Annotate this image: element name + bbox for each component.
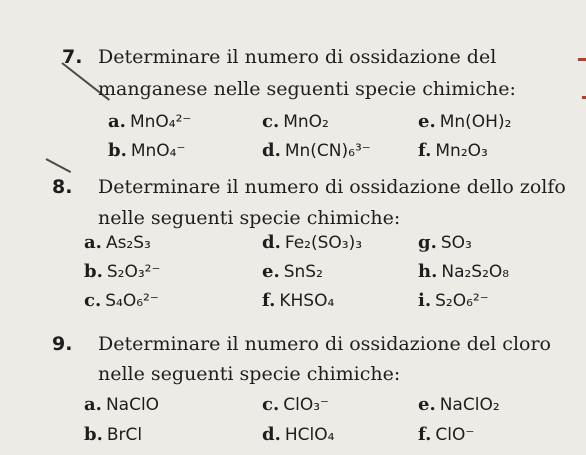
exercise-text: nelle seguenti specie chimiche: <box>98 207 401 229</box>
exercise-number: 7. <box>62 46 83 68</box>
list-item: d. Fe₂(SO₃)₃ <box>262 232 363 253</box>
list-item: b. MnO₄⁻ <box>108 140 186 161</box>
list-item: c. S₄O₆²⁻ <box>84 290 159 311</box>
margin-mark <box>578 58 586 61</box>
exercise-text: Determinare il numero di ossidazione dello zolfo <box>98 176 566 198</box>
exercise-number: 8. <box>52 176 73 198</box>
list-item: f. KHSO₄ <box>262 290 335 311</box>
list-item: a. MnO₄²⁻ <box>108 111 192 132</box>
list-item: d. HClO₄ <box>262 424 335 445</box>
pencil-mark <box>46 158 72 173</box>
exercise-text: nelle seguenti specie chimiche: <box>98 363 401 385</box>
list-item: a. As₂S₃ <box>84 232 151 253</box>
list-item: e. SnS₂ <box>262 261 323 282</box>
list-item: b. BrCl <box>84 424 143 445</box>
list-item: c. ClO₃⁻ <box>262 394 329 415</box>
list-item: d. Mn(CN)₆³⁻ <box>262 140 371 161</box>
list-item: h. Na₂S₂O₈ <box>418 261 510 282</box>
list-item: f. ClO⁻ <box>418 424 475 445</box>
exercise-text: manganese nelle seguenti specie chimiche: <box>98 78 516 100</box>
list-item: f. Mn₂O₃ <box>418 140 488 161</box>
exercise-text: Determinare il numero di ossidazione del <box>98 46 497 68</box>
list-item: g. SO₃ <box>418 232 472 253</box>
margin-mark <box>582 96 586 99</box>
list-item: e. NaClO₂ <box>418 394 500 415</box>
list-item: a. NaClO <box>84 394 160 415</box>
exercise-text: Determinare il numero di ossidazione del cloro <box>98 333 551 355</box>
list-item: c. MnO₂ <box>262 111 329 132</box>
exercise-number: 9. <box>52 333 73 355</box>
list-item: e. Mn(OH)₂ <box>418 111 512 132</box>
list-item: b. S₂O₃²⁻ <box>84 261 161 282</box>
list-item: i. S₂O₆²⁻ <box>418 290 489 311</box>
